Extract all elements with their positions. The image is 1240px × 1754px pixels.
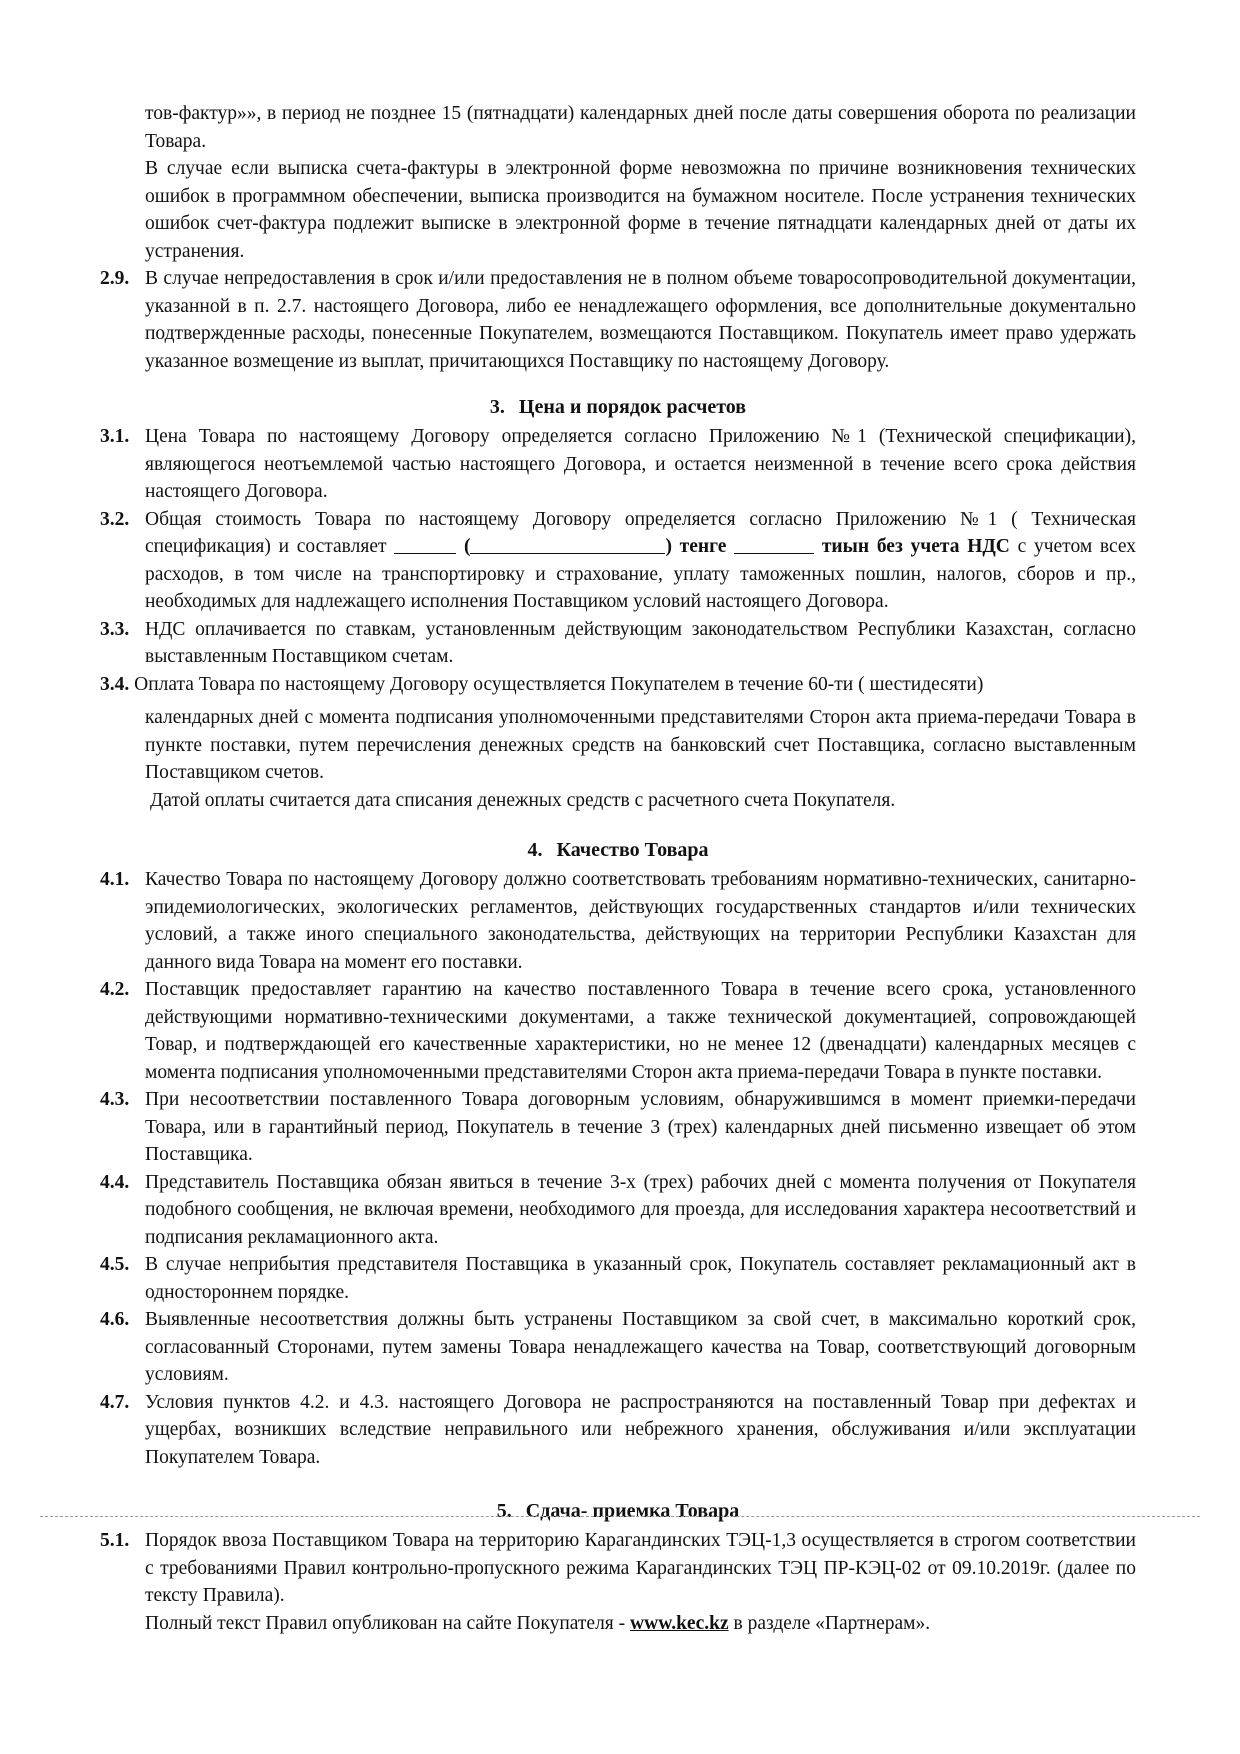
clause-3-4-rest: календарных дней с момента подписания уполномоченными представителями Сторон акта приема-передачи Товара в пункте поставки, путем перечисления денежных средств на банковский счет Поставщика, согласно выставленным Поставщиком счетов. (145, 707, 1136, 783)
clause-4-4 (100, 1169, 1136, 1252)
clause-text: Общая стоимость Товара по настоящему Договору определяется согласно Приложению №1 ( Техническая спецификация) и составляет (145, 508, 1136, 557)
section-5-heading (100, 1497, 1136, 1525)
clause-bold: ) тенге (665, 536, 727, 557)
clause-text: НДС оплачивается по ставкам, установленным действующим законодательством Республики Казахстан, согласно выставленным Поставщиком счетам. (145, 618, 1136, 667)
fill-in-blank[interactable] (734, 535, 814, 554)
clause-number: 4.7. (100, 1391, 130, 1413)
clause-4-5 (100, 1251, 1136, 1306)
clause-number: 3.1. (100, 426, 130, 447)
clause-number: 4.1. (100, 869, 130, 890)
section-title: Качество Товара (556, 839, 709, 861)
clause-text: Поставщик предоставляет гарантию на качество поставленного Товара в течение всего срока, установленного действующими нормативно-техническими документами, а также технической документацией, сопровождающей Товар, и подтверждающей его качественные характеристики, но не менее 12 (двенадцати) календарных месяцев с момента подписания уполномоченными представителями Сторон акта приема-передачи Товара в пункте поставки. (145, 979, 1136, 1083)
clause-4-1 (100, 866, 1136, 976)
clause-4-6 (100, 1306, 1136, 1389)
clause-3-2 (100, 506, 1136, 616)
clause-text: Представитель Поставщика обязан явиться в течение 3-х (трех) рабочих дней с момента получения от Покупателя подобного сообщения, не включая времени, необходимого для проезда, для исследования характера несоответствий и подписания рекламационного акта. (145, 1171, 1136, 1248)
clause-2-9 (100, 265, 1136, 375)
clause-3-4-first (100, 671, 1136, 699)
clause-number: 4.6. (100, 1309, 130, 1330)
clause-text: Выявленные несоответствия должны быть устранены Поставщиком за свой счет, в максимально короткий срок, согласованный Сторонами, путем замены Товара ненадлежащего качества на Товар, соответствующий договорным условиям. (145, 1309, 1136, 1385)
rules-note-suffix: в разделе «Партнерам». (733, 1612, 931, 1634)
website-link[interactable]: www.kec.kz (630, 1612, 729, 1634)
clause-bold: тиын без учета НДС (821, 536, 1010, 557)
clause-text: Порядок ввоза Поставщиком Товара на территорию Карагандинских ТЭЦ-1,3 осуществляется в строгом соответствии с требованиями Правил контрольно-пропускного режима Карагандинских ТЭЦ ПР-КЭЦ-02 от 09.10.2019г. (далее по тексту Правила). (145, 1530, 1136, 1606)
clause-number: 3.3. (100, 618, 130, 640)
clause-5-1 (100, 1527, 1136, 1610)
clause-number: 2.9. (100, 268, 130, 289)
clause-number: 4.3. (100, 1089, 130, 1110)
section-title: Цена и порядок расчетов (518, 396, 747, 418)
clause-number: 5.1. (100, 1530, 130, 1551)
section-number: 3. (489, 396, 505, 418)
clause-bold: ( (463, 536, 471, 557)
clause-number: 3.4. (100, 673, 130, 695)
clause-number: 4.2. (100, 979, 130, 1000)
clause-text: Цена Товара по настоящему Договору определяется согласно Приложению №1 (Технической спецификации), являющегося неотъемлемой частью настоящего Договора, и остается неизменной в течение всего срока действия настоящего Договора. (145, 426, 1136, 502)
clause-text: В случае непредоставления в срок и/или предоставления не в полном объеме товаросопроводительной документации, указанной в п. 2.7. настоящего Договора, либо ее ненадлежащего оформления, все дополнительные документально подтвержденные расходы, понесенные Покупателем, возмещаются Поставщиком. Покупатель имеет право удержать указанное возмещение из выплат, причитающихся Поставщику по настоящему Договору. (145, 268, 1136, 372)
clause-3-1 (100, 423, 1136, 506)
scan-artifact-divider (40, 1516, 1200, 1517)
clause-4-7 (100, 1389, 1136, 1472)
clause-text: Оплата Товара по настоящему Договору осуществляется Покупателем в течение 60-ти ( шестидесяти) (134, 673, 984, 695)
fill-in-blank[interactable] (470, 535, 665, 554)
clause-text: с учетом всех расходов, в том числе на транспортировку и страхование, уплату таможенных пошлин, налогов, сборов и пр., необходимых для надлежащего исполнения Поставщиком условий настоящего Договора. (145, 536, 1137, 612)
section-title: Сдача- приемка Товара (525, 1500, 740, 1522)
clause-text: Качество Товара по настоящему Договору должно соответствовать требованиям нормативно-технических, санитарно-эпидемиологических, экологических регламентов, действующих государственных стандартов и/или технических условий, а также иного специального законодательства, действующих на территории Республики Казахстан для данного вида Товара на момент его поставки. (145, 869, 1136, 973)
clause-number: 3.2. (100, 508, 130, 530)
clause-number: 4.4. (100, 1171, 130, 1193)
page-content (100, 100, 1136, 1637)
section-3-heading (100, 393, 1136, 421)
rules-note (100, 1610, 1136, 1638)
rules-note-prefix: Полный текст Правил опубликован на сайте Покупателя - (145, 1612, 626, 1634)
clause-number: 4.5. (100, 1254, 130, 1275)
clause-4-3 (100, 1086, 1136, 1169)
clause-3-4-last: Датой оплаты считается дата списания денежных средств с расчетного счета Покупателя. (150, 789, 896, 811)
clause-text: Условия пунктов 4.2. и 4.3. настоящего Договора не распространяются на поставленный Товар при дефектах и ущербах, возникших вследствие неправильного или небрежного хранения, обслуживания и/или эксплуатации Покупателем Товара. (145, 1391, 1136, 1468)
section-number: 4. (527, 839, 543, 861)
section-number: 5. (496, 1500, 512, 1522)
clause-3-3 (100, 616, 1136, 671)
clause-4-2 (100, 976, 1136, 1086)
clause-text: В случае неприбытия представителя Поставщика в указанный срок, Покупатель составляет рекламационный акт в одностороннем порядке. (145, 1254, 1136, 1303)
continuation-paragraph-2: В случае если выписка счета-фактуры в электронной форме невозможна по причине возникновения технических ошибок в программном обеспечении, выписка производится на бумажном носителе. После устранения технических ошибок счет-фактура подлежит выписке в электронной форме в течение пятнадцати календарных дней от даты их устранения. (145, 158, 1136, 262)
continuation-paragraph: тов-фактур»», в период не позднее 15 (пятнадцати) календарных дней после даты совершения оборота по реализации Товара. (145, 103, 1136, 152)
clause-text: При несоответствии поставленного Товара договорным условиям, обнаружившимся в момент приемки-передачи Товара, или в гарантийный период, Покупатель в течение 3 (трех) календарных дней письменно извещает об этом Поставщика. (145, 1089, 1136, 1165)
section-4-heading (100, 836, 1136, 864)
fill-in-blank[interactable] (394, 535, 456, 554)
